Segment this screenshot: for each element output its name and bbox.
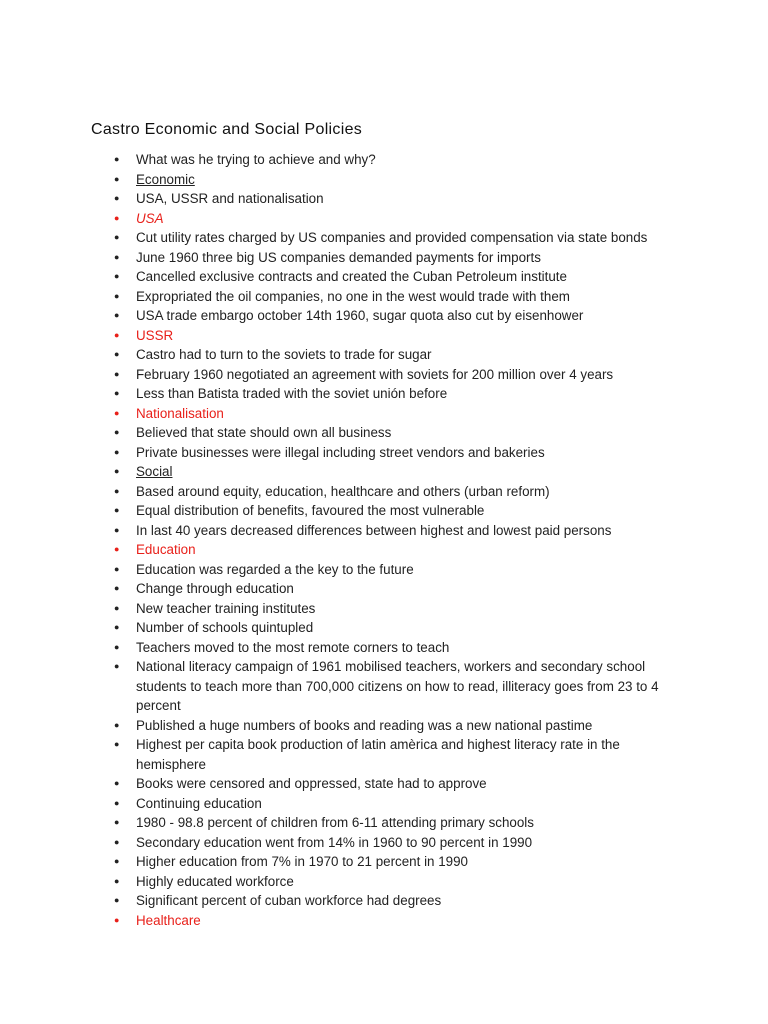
- bullet-icon: ●: [114, 739, 120, 749]
- list-item-text: In last 40 years decreased differences between highest and lowest paid persons: [136, 522, 612, 538]
- list-item: [0, 287, 768, 307]
- list-item: [0, 813, 768, 833]
- list-item: [0, 170, 768, 190]
- bullet-icon: ●: [114, 583, 120, 593]
- list-item: [0, 560, 768, 580]
- list-item-text: Higher education from 7% in 1970 to 21 percent in 1990: [136, 854, 469, 869]
- list-item-text: National literacy campaign of 1961 mobilised teachers, workers and secondary school students to teach more than 700,000 citizens on how to read, illiteracy goes from 23 to 4 percent: [136, 659, 659, 713]
- bullet-icon: ●: [114, 368, 120, 379]
- list-item-text: Economic: [136, 171, 195, 187]
- bullet-icon: ●: [114, 173, 120, 184]
- list-item-text: Change through education: [136, 581, 294, 596]
- list-item: [0, 443, 768, 463]
- bullet-icon: ●: [114, 349, 120, 359]
- bullet-icon: ●: [114, 602, 120, 613]
- list-item-text: Teachers moved to the most remote corners to teach: [136, 639, 450, 655]
- list-item: [0, 267, 768, 287]
- list-item-text: June 1960 three big US companies demanded payments for imports: [136, 249, 541, 265]
- list-item-text: New teacher training institutes: [136, 600, 316, 616]
- list-item: [0, 345, 768, 365]
- bullet-icon: ●: [114, 388, 120, 398]
- bullet-icon: ●: [114, 251, 120, 262]
- bullet-icon: ●: [114, 154, 120, 164]
- list-item-text: Significant percent of cuban workforce had degrees: [136, 893, 442, 908]
- bullet-icon: ●: [114, 193, 120, 203]
- list-item: [0, 794, 768, 814]
- bullet-icon: ●: [114, 836, 120, 847]
- bullet-icon: ●: [114, 446, 120, 457]
- list-item: [0, 540, 768, 560]
- bullet-icon: ●: [114, 232, 120, 242]
- bullet-icon: ●: [114, 661, 120, 671]
- bullet-icon: ●: [114, 544, 120, 554]
- bullet-icon: ●: [114, 914, 120, 925]
- list-item-text: USA trade embargo october 14th 1960, sugar quota also cut by eisenhower: [136, 308, 584, 323]
- list-item-text: Highest per capita book production of latin amèrica and highest literacy rate in the hemisphere: [136, 737, 620, 772]
- list-item: [0, 911, 768, 931]
- list-item-text: Cut utility rates charged by US companies and provided compensation via state bonds: [136, 230, 648, 245]
- document-title: Castro Economic and Social Policies: [91, 121, 363, 138]
- bullet-icon: ●: [114, 856, 120, 866]
- list-item: [0, 735, 768, 774]
- list-item: [0, 891, 768, 911]
- bullet-icon: ●: [114, 290, 120, 301]
- list-item: [0, 384, 768, 404]
- bullet-icon: ●: [114, 427, 120, 437]
- list-item: [0, 423, 768, 443]
- list-item: [0, 248, 768, 268]
- list-item: [0, 501, 768, 521]
- list-item: [0, 716, 768, 736]
- list-item: [0, 872, 768, 892]
- list-item: [0, 209, 768, 229]
- list-item: [0, 638, 768, 658]
- bullet-icon: ●: [114, 212, 120, 223]
- list-item: [0, 521, 768, 541]
- list-item-text: Highly educated workforce: [136, 873, 294, 889]
- bullet-icon: ●: [114, 310, 120, 320]
- list-item-text: Healthcare: [136, 912, 201, 928]
- list-item-text: Social: [136, 464, 173, 479]
- bullet-icon: ●: [114, 505, 120, 515]
- list-item: [0, 306, 768, 326]
- list-item: [0, 189, 768, 209]
- list-item: [0, 228, 768, 248]
- bullet-icon: ●: [114, 485, 120, 496]
- list-item-text: Private businesses were illegal including street vendors and bakeries: [136, 444, 545, 460]
- bullet-icon: ●: [114, 875, 120, 886]
- list-item: [0, 462, 768, 482]
- list-item-text: Expropriated the oil companies, no one in the west would trade with them: [136, 288, 570, 304]
- list-item-text: Cancelled exclusive contracts and created the Cuban Petroleum institute: [136, 269, 567, 284]
- list-item-text: Books were censored and oppressed, state had to approve: [136, 776, 487, 791]
- list-item: [0, 852, 768, 872]
- list-item-text: Education: [136, 542, 196, 557]
- list-item-text: Believed that state should own all business: [136, 425, 392, 440]
- bullet-icon: ●: [114, 329, 120, 340]
- bullet-icon: ●: [114, 466, 120, 476]
- list-item-text: USSR: [136, 327, 174, 343]
- bullet-icon: ●: [114, 271, 120, 281]
- bullet-icon: ●: [114, 797, 120, 808]
- bullet-icon: ●: [114, 563, 120, 574]
- list-item: [0, 618, 768, 638]
- list-item-text: USA: [136, 210, 164, 226]
- list-item: [0, 482, 768, 502]
- list-item-text: What was he trying to achieve and why?: [136, 152, 376, 167]
- list-item-text: Nationalisation: [136, 405, 224, 421]
- bullet-list: [0, 150, 768, 930]
- bullet-icon: ●: [114, 407, 120, 418]
- list-item-text: Equal distribution of benefits, favoured the most vulnerable: [136, 503, 485, 518]
- bullet-icon: ●: [114, 641, 120, 652]
- list-item: [0, 579, 768, 599]
- list-item: [0, 657, 768, 716]
- list-item-text: Published a huge numbers of books and reading was a new national pastime: [136, 717, 593, 733]
- bullet-icon: ●: [114, 817, 120, 827]
- list-item: [0, 150, 768, 170]
- list-item: [0, 365, 768, 385]
- bullet-icon: ●: [114, 719, 120, 730]
- bullet-icon: ●: [114, 778, 120, 788]
- list-item: [0, 774, 768, 794]
- list-item: [0, 599, 768, 619]
- list-item-text: Less than Batista traded with the soviet unión before: [136, 386, 448, 401]
- list-item-text: Castro had to turn to the soviets to trade for sugar: [136, 347, 432, 362]
- list-item: [0, 404, 768, 424]
- list-item-text: Number of schools quintupled: [136, 620, 314, 635]
- list-item-text: USA, USSR and nationalisation: [136, 191, 324, 206]
- list-item: [0, 326, 768, 346]
- bullet-icon: ●: [114, 524, 120, 535]
- bullet-icon: ●: [114, 622, 120, 632]
- list-item-text: Secondary education went from 14% in 1960 to 90 percent in 1990: [136, 834, 533, 850]
- list-item-text: Education was regarded a the key to the future: [136, 561, 414, 577]
- list-item-text: Continuing education: [136, 795, 262, 811]
- list-item-text: February 1960 negotiated an agreement with soviets for 200 million over 4 years: [136, 366, 614, 382]
- bullet-icon: ●: [114, 895, 120, 905]
- list-item: [0, 833, 768, 853]
- list-item-text: 1980 - 98.8 percent of children from 6-11 attending primary schools: [136, 815, 534, 830]
- list-item-text: Based around equity, education, healthcare and others (urban reform): [136, 483, 550, 499]
